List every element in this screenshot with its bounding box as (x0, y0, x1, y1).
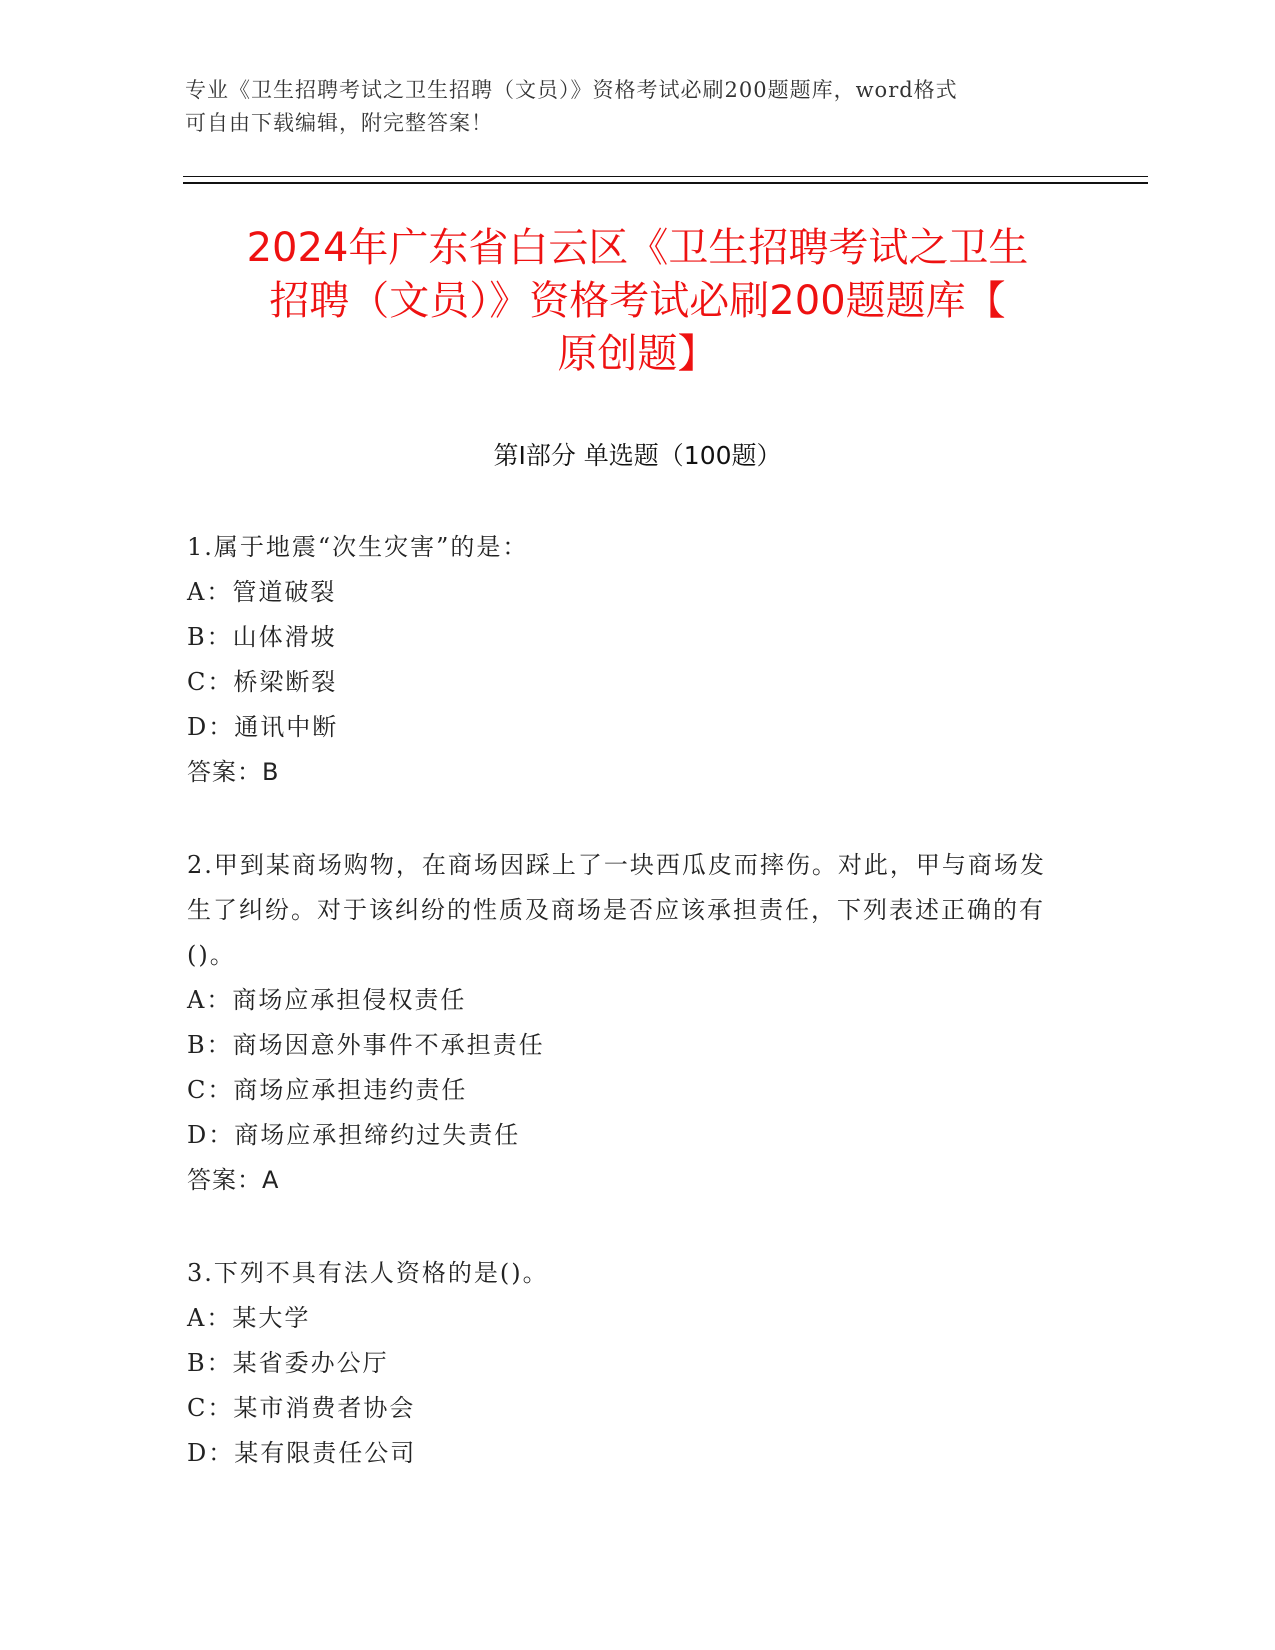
section-heading: 第Ⅰ部分 单选题（100题） (493, 441, 782, 470)
question-3 (187, 1251, 1067, 1476)
question-list (187, 525, 1067, 1524)
option-c: C：桥梁断裂 (187, 668, 338, 696)
document-title (180, 222, 1095, 381)
question-stem: 3.下列不具有法人资格的是()。 (187, 1259, 549, 1287)
option-a: A：商场应承担侵权责任 (187, 986, 467, 1014)
option-d: D：某有限责任公司 (187, 1439, 417, 1467)
download-notice-line-2: 可自由下载编辑，附完整答案！ (185, 111, 493, 135)
download-notice-line-1: 专业《卫生招聘考试之卫生招聘（文员）》资格考试必刷200题题库，word格式 (185, 78, 958, 102)
option-b: B：商场因意外事件不承担责任 (187, 1031, 545, 1059)
option-b: B：山体滑坡 (187, 623, 337, 651)
question-stem: 2.甲到某商场购物，在商场因踩上了一块西瓜皮而摔伤。对此，甲与商场发生了纠纷。对于该纠纷的性质及商场是否应该承担责任，下列表述正确的有()。 (187, 851, 1046, 969)
document-title-line-1: 2024年广东省白云区《卫生招聘考试之卫生 (246, 225, 1029, 271)
document-title-line-2: 招聘（文员）》资格考试必刷200题题库【 (269, 278, 1006, 324)
option-b: B：某省委办公厅 (187, 1349, 389, 1377)
divider-thick (183, 182, 1148, 184)
question-stem: 1.属于地震“次生灾害”的是： (187, 533, 529, 561)
document-title-line-3: 原创题】 (557, 331, 718, 377)
option-c: C：某市消费者协会 (187, 1394, 416, 1422)
answer: 答案：A (187, 1166, 280, 1194)
option-d: D：通讯中断 (187, 713, 339, 741)
divider-thin (183, 176, 1148, 177)
option-c: C：商场应承担违约责任 (187, 1076, 468, 1104)
download-notice (185, 74, 1065, 140)
option-a: A：管道破裂 (187, 578, 337, 606)
question-2 (187, 843, 1067, 1203)
answer: 答案：B (187, 758, 280, 786)
question-1 (187, 525, 1067, 795)
option-a: A：某大学 (187, 1304, 311, 1332)
option-d: D：商场应承担缔约过失责任 (187, 1121, 521, 1149)
